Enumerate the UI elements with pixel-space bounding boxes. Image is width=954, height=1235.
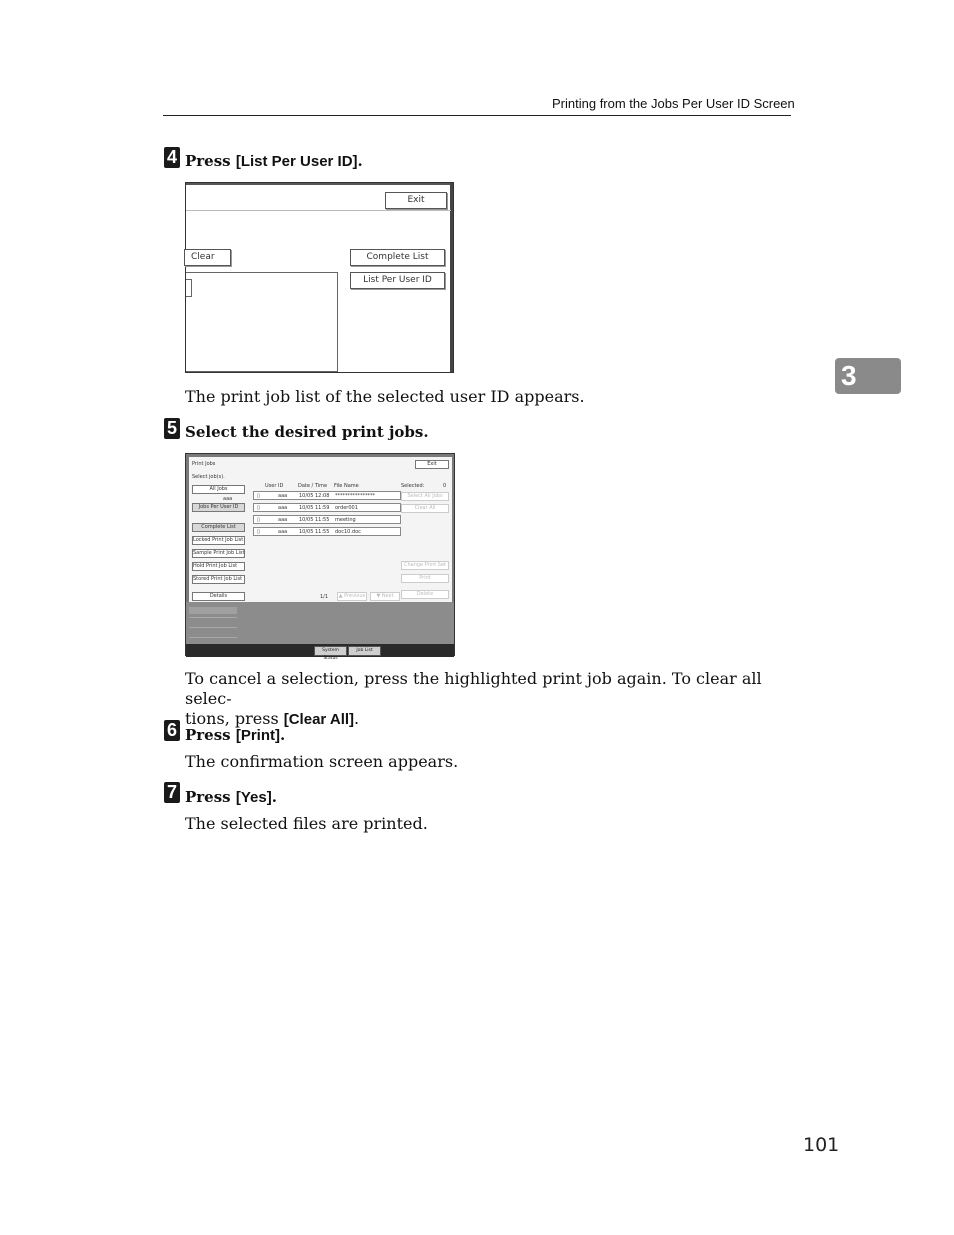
next-button[interactable]: ▼ Next	[370, 592, 400, 601]
clear-all-button[interactable]: Clear All	[401, 504, 449, 513]
select-all-jobs-button[interactable]: Select All Jobs	[401, 492, 449, 501]
step-6-prefix: Press	[185, 726, 236, 744]
delete-button[interactable]: Delete	[401, 590, 449, 599]
page-number: 101	[803, 1134, 840, 1156]
job-list-tab[interactable]: Job List	[348, 646, 381, 656]
column-date-time: Date / Time	[298, 483, 328, 489]
previous-button[interactable]: ▲ Previous	[338, 593, 366, 599]
job-type-icon: ▯	[257, 517, 260, 523]
running-header: Printing from the Jobs Per User ID Screen	[552, 96, 795, 111]
selected-label: Selected:	[401, 483, 425, 489]
step-4-suffix: .	[357, 152, 363, 170]
stored-print-job-list-button[interactable]: Stored Print Job List	[192, 575, 245, 584]
step-6-suffix: .	[280, 726, 286, 744]
list-per-user-id-button[interactable]: List Per User ID	[350, 272, 445, 289]
divider	[186, 210, 451, 211]
step-7-prefix: Press	[185, 788, 236, 806]
job-type-icon: ▯	[257, 529, 260, 535]
step-4-command: [List Per User ID]	[235, 153, 358, 170]
job-file: order001	[335, 505, 358, 511]
job-type-icon: ▯	[257, 505, 260, 511]
job-date: 10/05 11:55	[299, 529, 330, 535]
print-button[interactable]: Print	[401, 574, 449, 583]
step-6-command: [Print]	[235, 727, 281, 744]
step-number-6: 6	[164, 720, 180, 741]
paragraph-step5	[185, 669, 795, 730]
job-user: aaa	[278, 505, 288, 511]
sample-print-job-list-button[interactable]: Sample Print Job List	[193, 550, 245, 556]
details-button[interactable]: Details	[192, 592, 245, 601]
step-4-prefix: Press	[185, 152, 236, 170]
column-file-name: File Name	[334, 483, 359, 489]
screenshot-list-per-user	[185, 182, 454, 373]
job-file: ****************	[335, 493, 375, 499]
step-number-7: 7	[164, 782, 180, 803]
job-type-icon: ▯	[257, 493, 260, 499]
paragraph-step4: The print job list of the selected user ID appears.	[185, 387, 585, 406]
status-bar-placeholder	[189, 607, 237, 614]
instruction-text: Select job(s).	[192, 474, 225, 480]
hold-print-job-list-button[interactable]: Hold Print Job List	[192, 562, 245, 571]
step-number-5: 5	[164, 418, 180, 439]
job-date: 10/05 12:08	[299, 493, 330, 499]
header-rule	[163, 115, 791, 116]
panel-title: Print Jobs	[192, 461, 216, 467]
job-file: doc10.doc	[335, 529, 361, 535]
status-line	[189, 627, 237, 628]
job-row[interactable]	[253, 491, 401, 500]
chapter-tab: 3	[835, 358, 901, 394]
step-4-text	[185, 152, 363, 170]
screenshot-print-jobs	[185, 453, 455, 661]
step-6-text	[185, 726, 285, 744]
job-row[interactable]	[253, 527, 401, 536]
screenshot-shadow-right	[450, 183, 453, 372]
job-date: 10/05 11:55	[299, 517, 330, 523]
paragraph-step5-suffix: .	[354, 709, 360, 728]
all-jobs-button[interactable]: All Jobs	[192, 485, 245, 494]
job-list-area	[186, 272, 338, 372]
step-7-text	[185, 788, 277, 806]
paragraph-step5-line1: To cancel a selection, press the highlighted print job again. To clear all selec-	[185, 669, 762, 708]
paragraph-step7: The selected files are printed.	[185, 814, 428, 833]
step-number-4: 4	[164, 147, 180, 168]
paragraph-step5-prefix: tions, press	[185, 709, 284, 728]
selected-count: 0	[443, 483, 447, 489]
column-user-id: User ID	[265, 483, 284, 489]
complete-list-button[interactable]: Complete List	[350, 249, 445, 266]
job-user: aaa	[278, 517, 288, 523]
print-jobs-panel	[189, 457, 452, 602]
job-row[interactable]	[253, 515, 401, 524]
step-7-suffix: .	[271, 788, 277, 806]
jobs-per-user-id-button[interactable]: Jobs Per User ID	[192, 503, 245, 512]
status-line	[189, 617, 237, 618]
job-user: aaa	[278, 493, 288, 499]
step-7-command: [Yes]	[235, 789, 272, 806]
list-scroll-tab[interactable]	[186, 279, 192, 297]
change-print-set-button[interactable]: Change Print Set	[401, 561, 449, 570]
system-status-tab[interactable]: System Status	[314, 646, 347, 656]
page-indicator: 1/1	[320, 594, 329, 600]
job-row[interactable]	[253, 503, 401, 512]
job-date: 10/05 11:59	[299, 505, 330, 511]
locked-print-job-list-button[interactable]: Locked Print Job List	[193, 537, 244, 543]
status-line	[189, 637, 237, 638]
screenshot-shadow-top	[186, 183, 453, 185]
exit-button[interactable]: Exit	[415, 460, 449, 469]
job-user: aaa	[278, 529, 288, 535]
paragraph-step6: The confirmation screen appears.	[185, 752, 459, 771]
clear-button[interactable]: Clear	[184, 249, 231, 266]
job-file: meeting	[335, 517, 356, 523]
selected-user-value: aaa	[223, 496, 233, 502]
complete-list-button[interactable]: Complete List	[192, 523, 245, 532]
step-5-text: Select the desired print jobs.	[185, 423, 429, 441]
exit-button[interactable]: Exit	[385, 192, 447, 209]
paragraph-step5-command: [Clear All]	[283, 711, 355, 728]
